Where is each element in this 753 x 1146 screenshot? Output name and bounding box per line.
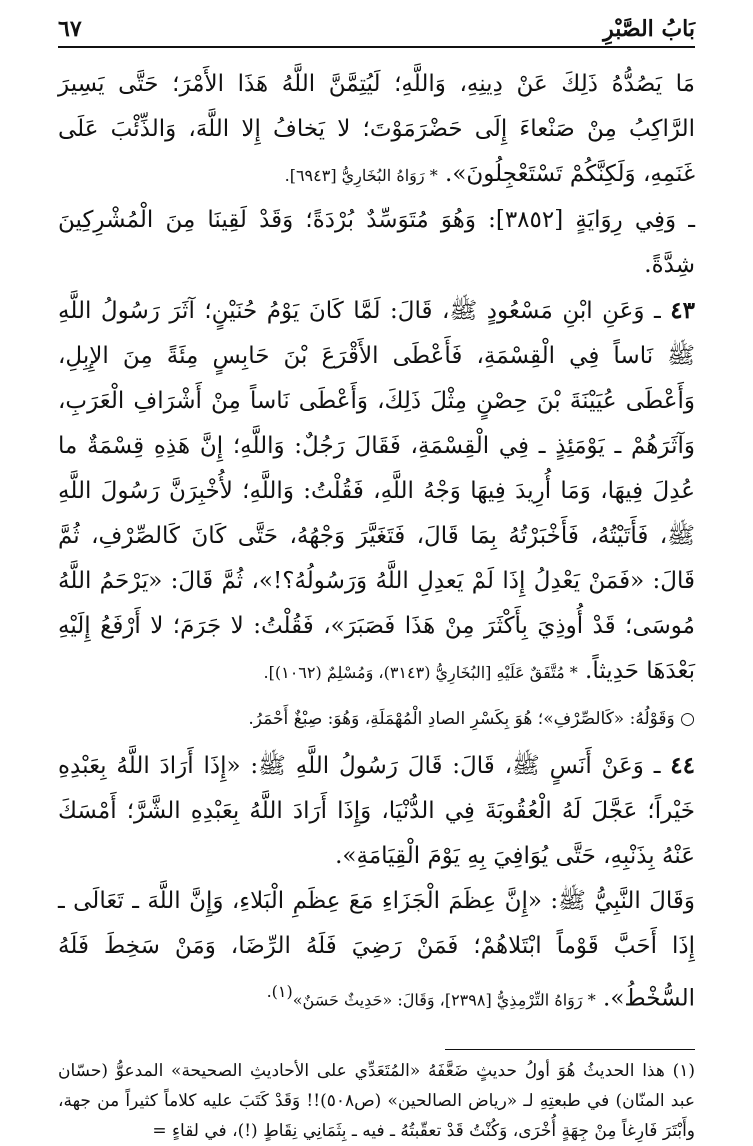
page-header: [58, 14, 695, 42]
hadith-44-continuation: [58, 879, 695, 1023]
hadith-number: ٤٤: [670, 752, 695, 779]
footnote-rule: [445, 1049, 695, 1050]
hadith-text: مَا يَصُدُّهُ ذَلِكَ عَنْ دِينِهِ، وَاللَّهِ؛ لَيُتِمَّنَّ اللَّهُ هَذَا الأَمْرَ؛ حَتَّى يَسِيرَ الرَّاكِبُ مِنْ صَنْعاءَ إِلَى حَضْرَمَوْتَ؛ لا يَخافُ إِلا اللَّهَ، وَالذِّئْبَ عَلَى غَنَمِهِ، وَلَكِنَّكُمْ تَسْتَعْجِلُونَ».: [58, 71, 695, 187]
hadith-number: ٤٣: [670, 297, 695, 324]
footnote-marker: (١): [672, 1060, 695, 1081]
hadith-text: ـ وَعَنِ ابْنِ مَسْعُودٍ ﷺ، قَالَ: لَمَّا كَانَ يَوْمُ حُنَيْنٍ؛ آثَرَ رَسُولُ اللَّهِ ﷺ نَاساً فِي الْقِسْمَةِ، فَأَعْطَى الأَقْرَعَ بْنَ حَابِسٍ مِئَةً مِنَ الإِبِلِ، وَأَعْطَى عُيَيْنَةَ بْنَ حِصْنٍ مِثْلَ ذَلِكَ، وَأَعْطَى نَاساً مِنْ أَشْرَافِ الْعَرَبِ، وَآثَرَهُمْ ـ يَوْمَئِذٍ ـ فِي الْقِسْمَةِ، فَقَالَ رَجُلٌ: وَاللَّهِ؛ إِنَّ هَذِهِ قِسْمَةٌ ما عُدِلَ فِيهَا، وَمَا أُرِيدَ فِيهَا وَجْهُ اللَّهِ، فَقُلْتُ: وَاللَّهِ؛ لأُخْبِرَنَّ رَسُولَ اللَّهِ ﷺ، فَأَتَيْتُهُ، فَأَخْبَرْتُهُ بِمَا قَالَ، فَتَغَيَّرَ وَجْهُهُ، حَتَّى كَانَ كَالصِّرْفِ، ثُمَّ قَالَ: «فَمَنْ يَعْدِلُ إِذَا لَمْ يَعدِلِ اللَّهُ وَرَسُولُهُ؟!»، ثُمَّ قَالَ: «يَرْحَمُ اللَّهُ مُوسَى؛ قَدْ أُوذِيَ بِأَكْثَرَ مِنْ هَذَا فَصَبَرَ»، فَقُلْتُ: لا جَرَمَ؛ لا أَرْفَعُ إِلَيْهِ بَعْدَهَا حَدِيثاً.: [58, 298, 695, 684]
hadith-text: وَقَالَ النَّبِيُّ ﷺ: «إِنَّ عِظَمَ الْجَزَاءِ مَعَ عِظَمِ الْبَلاءِ، وَإِنَّ اللَّهَ ـ تَعَالَى ـ إِذَا أَحَبَّ قَوْماً ابْتَلاهُمْ؛ فَمَنْ رَضِيَ فَلَهُ الرِّضَا، وَمَنْ سَخِطَ فَلَهُ السُّخْطُ».: [58, 888, 695, 1012]
note-text: ○ وَقَوْلُهُ: «كَالصِّرْفِ»؛ هُوَ بِكَسْرِ الصادِ الْمُهْمَلَةِ، وَهُوَ: صِبْغٌ أَحْمَرُ.: [248, 709, 695, 729]
hadith-source: * رَوَاهُ التِّرْمِذِيُّ [٢٣٩٨]، وَقَالَ: «حَدِيثٌ حَسَنٌ»: [292, 990, 596, 1010]
footnote-reference: (١).: [266, 982, 293, 1001]
footnote: [58, 1056, 695, 1146]
hadith-source: * رَوَاهُ البُخَارِيُّ [٦٩٤٣].: [284, 166, 438, 185]
page-number: ٦٧: [58, 16, 82, 42]
header-rule: [58, 46, 695, 48]
explanatory-note: [58, 701, 695, 737]
hadith-44: [58, 743, 695, 879]
narration-variant: [58, 198, 695, 288]
hadith-43: [58, 288, 695, 695]
hadith-continuation: [58, 62, 695, 198]
hadith-text: ـ وَعَنْ أَنَسٍ ﷺ، قَالَ: قَالَ رَسُولُ اللَّهِ ﷺ: «إِذَا أَرَادَ اللَّهُ بِعَبْدِهِ خَيْراً؛ عَجَّلَ لَهُ الْعُقُوبَةَ فِي الدُّنْيَا، وَإِذَا أَرَادَ اللَّهُ بِعَبْدِهِ الشَّرَّ؛ أَمْسَكَ عَنْهُ بِذَنْبِهِ، حَتَّى يُوَافِيَ بِهِ يَوْمَ الْقِيَامَةِ».: [58, 753, 695, 869]
footnote-text: هذا الحديثُ هُوَ أولُ حديثٍ ضَعَّفَهُ «المُتَعَدِّي على الأحاديثِ الصحيحة» المدعوُّ (حسّان عبد المنّان) في طبعتِهِ لـ «رياض الصالحين» (ص٥٠٨)!! وَقَدْ كَتَبَ عليه كلاماً كثيراً من جهة، وأَبْتَرَ فَارِغاً مِنْ جِهَةٍ أُخْرَى، وَكُنْتُ قَدْ تعقّبتُهُ ـ فيه ـ بِثَمَانِي نِقَاطٍ (!)، في لقاءٍ =: [58, 1060, 695, 1141]
hadith-source: * مُتَّفَقٌ عَلَيْهِ [البُخَارِيُّ (٣١٤٣)، وَمُسْلِمٌ (١٠٦٢)].: [263, 663, 578, 682]
chapter-title: بَابُ الصَّبْرِ: [603, 16, 695, 42]
variant-text: ـ وَفِي رِوَايَةٍ [٣٨٥٢]: وَهُوَ مُتَوَسِّدٌ بُرْدَةً؛ وَقَدْ لَقِينَا مِنَ الْمُشْرِكِينَ شِدَّةً.: [58, 207, 695, 278]
